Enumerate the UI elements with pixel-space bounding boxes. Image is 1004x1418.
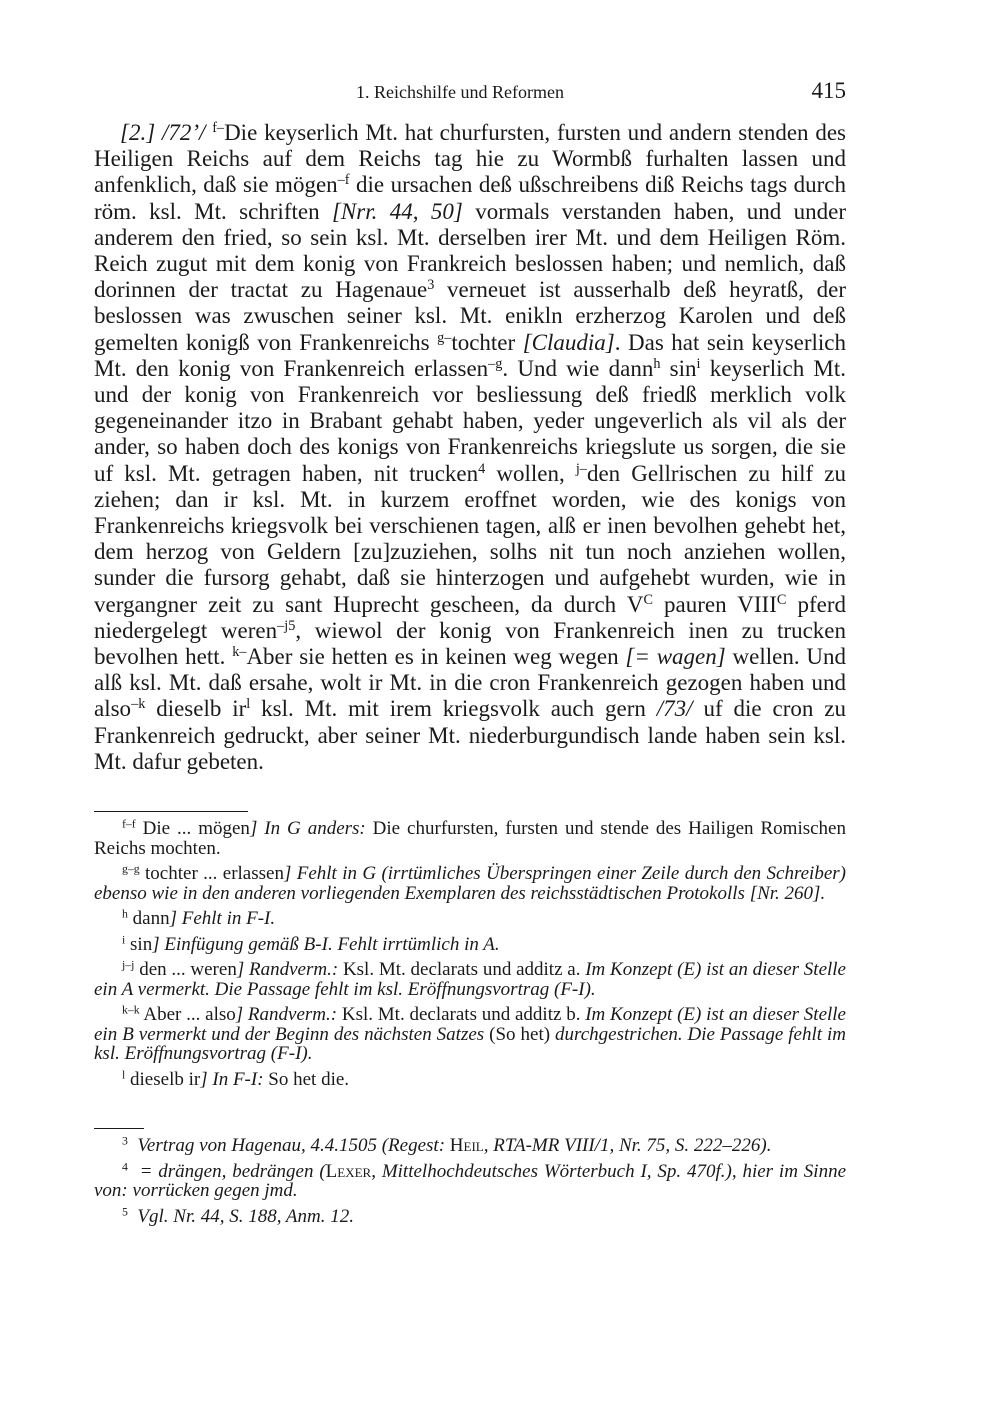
editorial-insert: [Claudia] xyxy=(522,329,615,355)
footnote: $^5$ Vgl. Nr. 44, S. 188, Anm. 12. xyxy=(122,1205,354,1227)
apparatus-ref: –k xyxy=(131,696,146,713)
apparatus-ref: i xyxy=(696,356,701,372)
apparatus-ref: g– xyxy=(437,329,452,346)
apparatus-note: $^{j-j}$ den ... weren] Randverm.: Ksl. Mt. declarats und additz a. Im Konzept (E) ist an dieser Stelle ein A vermerkt. Die Passage fehlt im ksl. Eröffnungsvortrag (F-I). xyxy=(94,958,846,1000)
page-number: 415 xyxy=(811,78,846,103)
apparatus-note: $^i$ sin] Einfügung gemäß B-I. Fehlt irrtümlich in A. xyxy=(122,933,500,955)
apparatus-ref: l xyxy=(246,696,251,713)
critical-apparatus xyxy=(94,819,846,1095)
apparatus-note: $^l$ dieselb ir] In F-I: So het die. xyxy=(122,1068,350,1090)
page-header xyxy=(94,78,846,108)
main-text xyxy=(94,120,846,775)
apparatus-note: $^{f-f}$ Die ... mögen] In G anders: Die churfursten, fursten und stende des Hailigen Romischen Reichs mochten. xyxy=(94,817,846,859)
apparatus-ref: j– xyxy=(575,460,587,477)
paragraph: [2.] /72’/ $^{f-}$Die keyserlich Mt. hat churfursten, fursten und andern stenden des Heiligen Reichs auf dem Reichs tag hie zu Wormbß furhalten lassen und anfenklich, daß sie mögen$^{-f}$ die ursachen deß ußschreibens diß Reichs tags durch röm. ksl. Mt. schriften [Nrr. 44, 50] vormals verstanden haben, und under anderem den fried, so sein ksl. Mt. derselben irer Mt. und dem Heiligen Röm. Reich zugut mit dem konig von Frankreich beslossen haben; und nemlich, daß dorinnen der tractat zu Hagenaue$^3$ verneuet ist ausserhalb deß heyratß, der beslossen was zwuschen seiner ksl. Mt. enikln erzherzog Karolen und deß gemelten konigß von Frankenreichs $^{g-}$tochter [Claudia]. Das hat sein keyserlich Mt. den konig von Frankenreich erlassen$^{-g}$. Und wie dann$^h$ $\sin^i$ keyserlich Mt. und der konig von Frankenreich vor besliessung deß friedß merklich volk gegeneinander itzo in Brabant gehabt haben, yeder ungeverlich als vil als der ander, so haben doch des konigs von Frankenreichs kriegslute us sorgen, die sie uf ksl. Mt. getragen haben, nit trucken$^4$ wollen, $^{j-}$den Gellrischen zu hilf zu ziehen; dan ir ksl. Mt. in kurzem eroffnet worden, wie des konigs von Frankenreichs kriegsvolk bei verschienen tagen, alß er inen bevolhen gehebt het, dem herzog von Geldern [zu]zuziehen, solhs nit tun noch anziehen wollen, sunder die fursorg gehabt, daß sie hinterzogen und aufgehebt wurden, wie in vergangner zeit zu sant Huprecht gescheen, da durch $V^C$ pauren $VIII^C$ pferd niedergelegt weren$^{-j5}$, wiewol der konig von Frankenreich inen zu trucken bevolhen hett. $^{k-}$Aber sie hetten es in keinen weg wegen [= wagen] wellen. Und alß ksl. Mt. daß ersahe, wolt ir Mt. in die cron Frankenreich gezogen haben und also$^{-k}$ dieselb $ir^l$ ksl. Mt. mit irem kriegsvolk auch gern /73/ uf die cron zu Frankenreich gedruckt, aber seiner Mt. niederburgundisch lande haben sein ksl. Mt. dafur gebeten. xyxy=(94,120,847,774)
apparatus-note: $^h$ dann] Fehlt in F-I. xyxy=(122,907,276,929)
apparatus-ref: f– xyxy=(212,120,225,137)
footnote: $^3$ Vertrag von Hagenau, 4.4.1505 (Regest: Heil, RTA-MR VIII/1, Nr. 75, S. 222–226). xyxy=(122,1134,772,1156)
apparatus-ref: –g xyxy=(488,356,503,372)
footnotes xyxy=(94,1136,846,1232)
apparatus-note: $^{k-k}$ Aber ... also] Randverm.: Ksl. Mt. declarats und additz b. Im Konzept (E) ist an dieser Stelle ein B vermerkt und der Beginn des nächsten Satzes (So het) durchgestrichen. Die Passage fehlt im ksl. Eröffnungsvortrag (F-I). xyxy=(94,1003,847,1064)
footnote-ref: 4 xyxy=(478,460,486,477)
apparatus-ref: h xyxy=(653,356,661,372)
apparatus-ref: –j5 xyxy=(277,618,296,635)
footnote-ref: 3 xyxy=(427,277,435,294)
footnote: $^4$ = drängen, bedrängen (Lexer, Mittelhochdeutsches Wörterbuch I, Sp. 470f.), hier im Sinne von: vorrücken gegen jmd. xyxy=(94,1160,847,1201)
section-marker: [2.] /72’/ xyxy=(120,120,206,145)
footnote-divider xyxy=(94,1128,144,1129)
apparatus-note: $^{g-g}$ tochter ... erlassen] Fehlt in G (irrtümliches Überspringen einer Zeile durch den Schreiber) ebenso wie in den anderen vorliegenden Exemplaren des reichsstädtischen Protokolls [Nr. 260]. xyxy=(94,862,846,904)
apparatus-ref: k– xyxy=(232,644,247,661)
section-marker: /73/ xyxy=(656,696,693,722)
editorial-insert: [Nrr. 44, 50] xyxy=(331,198,463,224)
apparatus-ref: –f xyxy=(337,172,350,189)
editorial-insert: [= wagen] xyxy=(625,644,726,670)
running-head: 1. Reichshilfe und Reformen xyxy=(356,82,564,102)
apparatus-divider xyxy=(94,811,248,812)
